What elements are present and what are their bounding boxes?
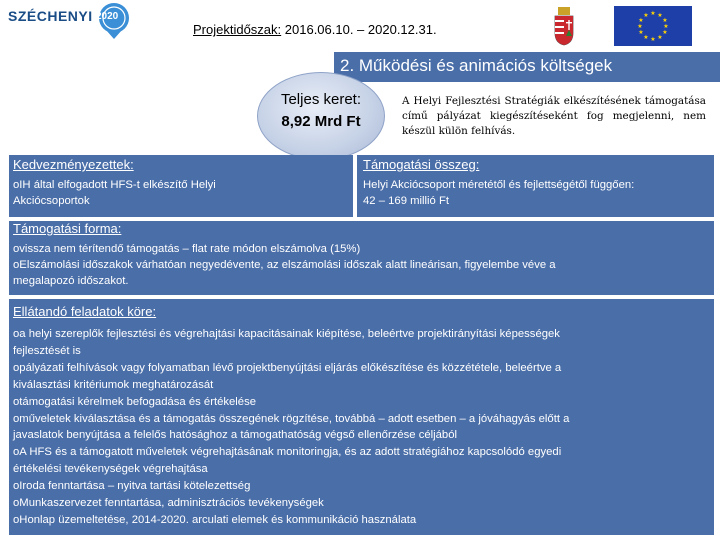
support-amount-heading: Támogatási összeg: bbox=[363, 157, 480, 172]
svg-text:★: ★ bbox=[657, 12, 663, 19]
period-label: Projektidőszak: bbox=[193, 22, 282, 37]
support-amount-line: 42 – 169 millió Ft bbox=[363, 195, 450, 207]
task-line: kiválasztási kritériumok meghatározását bbox=[13, 378, 214, 391]
eu-flag-icon bbox=[614, 6, 692, 46]
tasks-heading: Ellátandó feladatok köre: bbox=[13, 304, 157, 319]
svg-text:★: ★ bbox=[662, 17, 668, 24]
budget-value: 8,92 Mrd Ft bbox=[281, 113, 361, 130]
svg-text:★: ★ bbox=[638, 29, 644, 36]
beneficiaries-heading: Kedvezményezettek: bbox=[13, 157, 134, 172]
support-form-line: oElszámolási időszakok várhatóan negyedévente, az elszámolási időszak alatt lineárisan, figyelembe véve a bbox=[13, 259, 556, 271]
project-period bbox=[193, 22, 437, 37]
logo-text: SZÉCHENYI bbox=[8, 8, 93, 24]
svg-text:★: ★ bbox=[637, 23, 643, 30]
task-line: otámogatási kérelmek befogadása és értékelése bbox=[13, 395, 257, 408]
logo-year: 2020 bbox=[96, 11, 119, 22]
page-title-text: 2. Működési és animációs költségek bbox=[340, 56, 613, 75]
task-line: oműveletek kiválasztása és a támogatás összegének rögzítése, továbbá – adott esetben – a jóváhagyás előtt a bbox=[13, 412, 570, 425]
task-line: oHonlap üzemeltetése, 2014-2020. arculati elemek és kommunikáció használata bbox=[13, 513, 417, 526]
svg-text:★: ★ bbox=[662, 29, 668, 36]
support-amount-box bbox=[357, 155, 714, 217]
svg-text:★: ★ bbox=[663, 23, 669, 30]
svg-text:★: ★ bbox=[657, 34, 663, 41]
svg-text:★: ★ bbox=[643, 34, 649, 41]
task-line: opályázati felhívások vagy folyamatban lévő projektbenyújtási eljárás előkészítése és közzététele, beleértve a bbox=[13, 361, 562, 374]
period-value: 2016.06.10. – 2020.12.31. bbox=[281, 22, 437, 37]
call-note: A Helyi Fejlesztési Stratégiák elkészítésének támogatása című pályázat kiegészítéseként fog megjelenni, nem készül külön felhívás. bbox=[402, 95, 706, 137]
task-line: oIroda fenntartása – nyitva tartási kötelezettség bbox=[13, 480, 251, 493]
beneficiaries-line: Akciócsoportok bbox=[13, 195, 90, 207]
task-line: oMunkaszervezet fenntartása, adminisztrációs tevékenységek bbox=[13, 497, 324, 510]
task-line: oA HFS és a támogatott műveletek végrehajtásának monitoringja, és az adott stratégiához kapcsolódó egyedi bbox=[13, 446, 562, 459]
svg-text:★: ★ bbox=[650, 10, 656, 17]
beneficiaries-line: oIH által elfogadott HFS-t elkészítő Helyi bbox=[13, 179, 216, 191]
beneficiaries-box bbox=[9, 155, 353, 217]
szechenyi-2020-logo bbox=[4, 2, 144, 40]
hungarian-crest-icon bbox=[552, 6, 576, 46]
budget-label: Teljes keret: bbox=[280, 91, 362, 108]
task-line: javaslatok benyújtása a felelős hatósághoz a támogathatóság végső ellenőrzése céljából bbox=[13, 429, 458, 442]
svg-text:★: ★ bbox=[638, 17, 644, 24]
task-line: értékelési tevékenységek végrehajtása bbox=[13, 463, 208, 476]
task-line: oa helyi szereplők fejlesztési és végrehajtási kapacitásainak kiépítése, beleértve projektirányítási képességek bbox=[13, 328, 560, 340]
support-form-line: megalapozó időszakot. bbox=[13, 275, 129, 287]
svg-text:★: ★ bbox=[643, 12, 649, 19]
total-budget-badge bbox=[257, 72, 385, 160]
task-line: fejlesztését is bbox=[13, 344, 81, 357]
support-amount-line: Helyi Akciócsoport méretétől és fejlettségétől függően: bbox=[363, 179, 635, 191]
svg-text:★: ★ bbox=[650, 36, 656, 43]
tasks-box bbox=[9, 299, 714, 535]
support-form-box bbox=[9, 221, 714, 295]
support-form-heading: Támogatási forma: bbox=[13, 221, 122, 236]
page-title bbox=[334, 52, 720, 82]
support-form-line: ovissza nem térítendő támogatás – flat rate módon elszámolva (15%) bbox=[13, 243, 361, 255]
